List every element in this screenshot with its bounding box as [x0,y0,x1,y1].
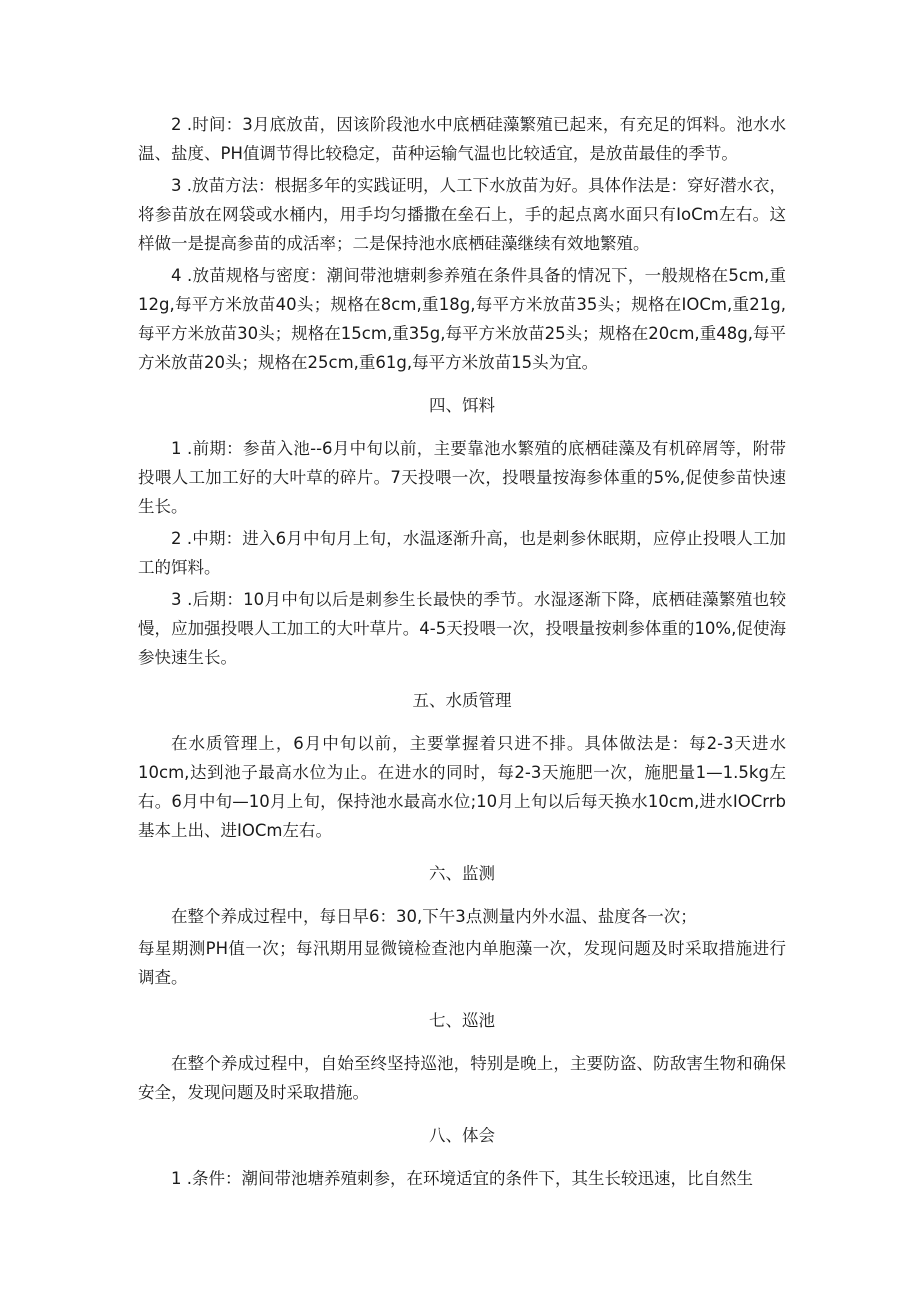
section-heading-experience: 八、体会 [429,1126,495,1145]
section-heading-water-quality: 五、水质管理 [412,691,512,710]
paragraph-monitoring-daily: 在整个养成过程中，每日早6：30,下午3点测量内外水温、盐度各一次； [171,907,697,926]
paragraph-experience-conditions: 1 .条件：潮间带池塘养殖刺参，在环境适宜的条件下，其生长较迅速，比自然生 [171,1169,753,1188]
section-heading-monitoring: 六、监测 [429,864,495,883]
section-heading-feed: 四、饵料 [429,396,495,415]
paragraph-feed-late: 3 .后期：10月中旬以后是刺参生长最快的季节。水湿逐渐下降，底栖硅藻繁殖也较慢，应加强投喂人工加工的大叶草片。4-5天投喂一次，投喂量按刺参体重的10%,促使海参快速生长。 [138,590,786,667]
paragraph-water-quality: 在水质管理上，6月中旬以前，主要掌握着只进不排。具体做法是：每2-3天进水10cm,达到池子最高水位为止。在进水的同时，每2-3天施肥一次，施肥量1—1.5kg左右。6月中旬—10月上旬，保持池水最高水位;10月上旬以后每天换水10cm,进水IOCrrb基本上出、进IOCm左右。 [138,734,786,840]
paragraph-stocking-method: 3 .放苗方法：根据多年的实践证明，人工下水放苗为好。具体作法是：穿好潜水衣，将参苗放在网袋或水桶内，用手均匀播撒在垒石上，手的起点离水面只有IoCm左右。这样做一是提高参苗的成活率；二是保持池水底栖硅藻继续有效地繁殖。 [138,176,786,253]
paragraph-patrol: 在整个养成过程中，自始至终坚持巡池，特别是晚上，主要防盗、防敌害生物和确保安全，发现问题及时采取措施。 [138,1054,786,1102]
paragraph-stocking-density: 4 .放苗规格与密度：潮间带池塘刺参养殖在条件具备的情况下，一般规格在5cm,重12g,每平方米放苗40头；规格在8cm,重18g,每平方米放苗35头；规格在IOCm,重21g,每平方米放苗30头；规格在15cm,重35g,每平方米放苗25头；规格在20cm,重48g,每平方米放苗20头；规格在25cm,重61g,每平方米放苗15头为宜。 [138,266,786,372]
paragraph-feed-early: 1 .前期：参苗入池--6月中旬以前，主要靠池水繁殖的底栖硅藻及有机碎屑等，附带投喂人工加工好的大叶草的碎片。7天投喂一次，投喂量按海参体重的5%,促使参苗快速生长。 [138,439,786,516]
document-page [138,110,786,1193]
section-heading-patrol: 七、巡池 [429,1011,495,1030]
paragraph-stocking-time: 2 .时间：3月底放苗，因该阶段池水中底栖硅藻繁殖已起来，有充足的饵料。池水水温、盐度、PH值调节得比较稳定，苗种运输气温也比较适宜，是放苗最佳的季节。 [138,115,786,163]
paragraph-feed-middle: 2 .中期：进入6月中旬月上旬，水温逐渐升高，也是刺参休眠期，应停止投喂人工加工的饵料。 [138,529,786,577]
paragraph-monitoring-weekly: 每星期测PH值一次；每汛期用显微镜检查池内单胞藻一次，发现问题及时采取措施进行调查。 [138,939,786,987]
